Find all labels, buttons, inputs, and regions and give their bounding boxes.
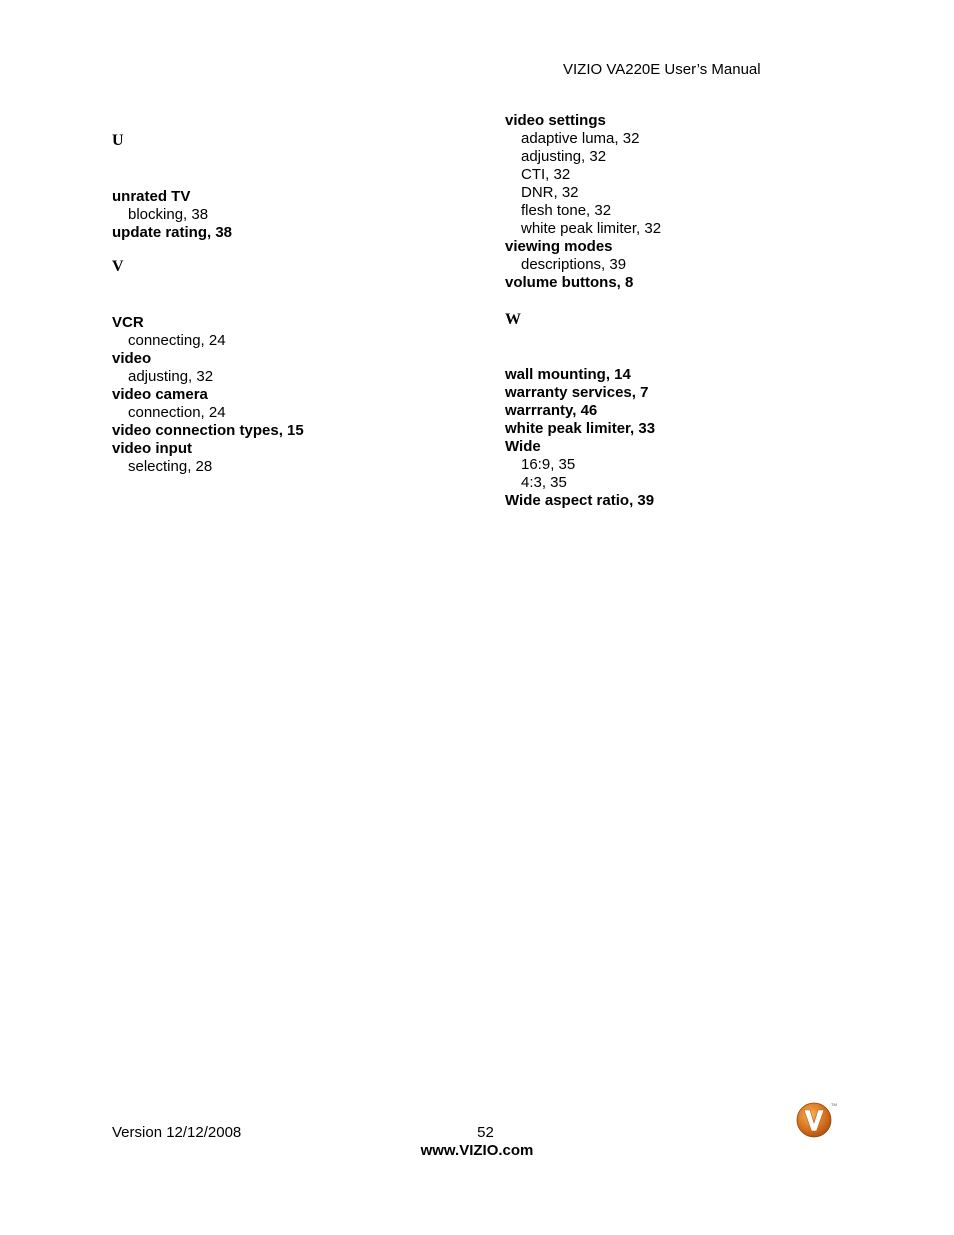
index-term: video settings xyxy=(505,112,606,129)
index-subentry: DNR, 32 xyxy=(521,184,579,201)
index-subentry: flesh tone, 32 xyxy=(521,202,612,219)
section-letter: U xyxy=(112,132,124,149)
section-letter: W xyxy=(505,311,521,328)
manual-title: VIZIO VA220E User’s Manual xyxy=(563,61,761,78)
index-term: Wide xyxy=(505,438,541,455)
index-entry xyxy=(505,438,885,492)
index-subentry: CTI, 32 xyxy=(521,166,571,183)
vizio-v-logo-icon xyxy=(796,1100,836,1138)
index-term: unrated TV xyxy=(112,188,191,205)
index-subentry: 4:3, 35 xyxy=(521,474,567,491)
index-section-w xyxy=(505,310,885,510)
index-entry xyxy=(112,188,492,224)
index-subentry: connection, 24 xyxy=(128,404,226,421)
index-entry xyxy=(505,238,885,274)
footer-url: www.VIZIO.com xyxy=(420,1142,534,1159)
index-subentry: connecting, 24 xyxy=(128,332,226,349)
footer-version: Version 12/12/2008 xyxy=(112,1124,242,1141)
index-term: VCR xyxy=(112,314,144,331)
index-subentry: blocking, 38 xyxy=(128,206,209,223)
index-entry xyxy=(112,224,492,242)
index-entry xyxy=(505,366,885,384)
index-term: update rating, 38 xyxy=(112,224,233,241)
index-term: video connection types, 15 xyxy=(112,422,304,439)
index-entry xyxy=(112,314,492,350)
index-section-u xyxy=(112,131,492,242)
index-term: white peak limiter, 33 xyxy=(505,420,656,437)
index-term: video input xyxy=(112,440,192,457)
index-entry xyxy=(505,492,885,510)
index-subentry: adjusting, 32 xyxy=(521,148,607,165)
page-number: 52 xyxy=(477,1124,494,1141)
index-entry xyxy=(112,350,492,386)
index-right-column xyxy=(505,112,885,510)
index-entry xyxy=(505,402,885,420)
index-term: video camera xyxy=(112,386,208,403)
index-subentry: white peak limiter, 32 xyxy=(521,220,662,237)
index-term: Wide aspect ratio, 39 xyxy=(505,492,655,509)
index-subentry: adjusting, 32 xyxy=(128,368,214,385)
index-subentry: 16:9, 35 xyxy=(521,456,576,473)
index-entry xyxy=(505,384,885,402)
index-entry xyxy=(505,274,885,292)
index-entry xyxy=(505,112,885,238)
index-entry xyxy=(505,420,885,438)
index-entry xyxy=(112,440,492,476)
index-subentry: selecting, 28 xyxy=(128,458,213,475)
index-term: viewing modes xyxy=(505,238,613,255)
index-term: volume buttons, 8 xyxy=(505,274,634,291)
index-entry xyxy=(112,386,492,422)
index-subentry: descriptions, 39 xyxy=(521,256,627,273)
index-term: warrranty, 46 xyxy=(505,402,598,419)
footer-center xyxy=(377,1124,577,1160)
index-term: warranty services, 7 xyxy=(505,384,649,401)
index-subentry: adaptive luma, 32 xyxy=(521,130,640,147)
index-entry xyxy=(112,422,492,440)
index-section-v xyxy=(112,257,492,476)
index-left-column xyxy=(112,131,492,476)
section-letter: V xyxy=(112,258,124,275)
trademark-mark: TM xyxy=(831,1102,837,1107)
index-term: wall mounting, 14 xyxy=(505,366,631,383)
index-term: video xyxy=(112,350,152,367)
